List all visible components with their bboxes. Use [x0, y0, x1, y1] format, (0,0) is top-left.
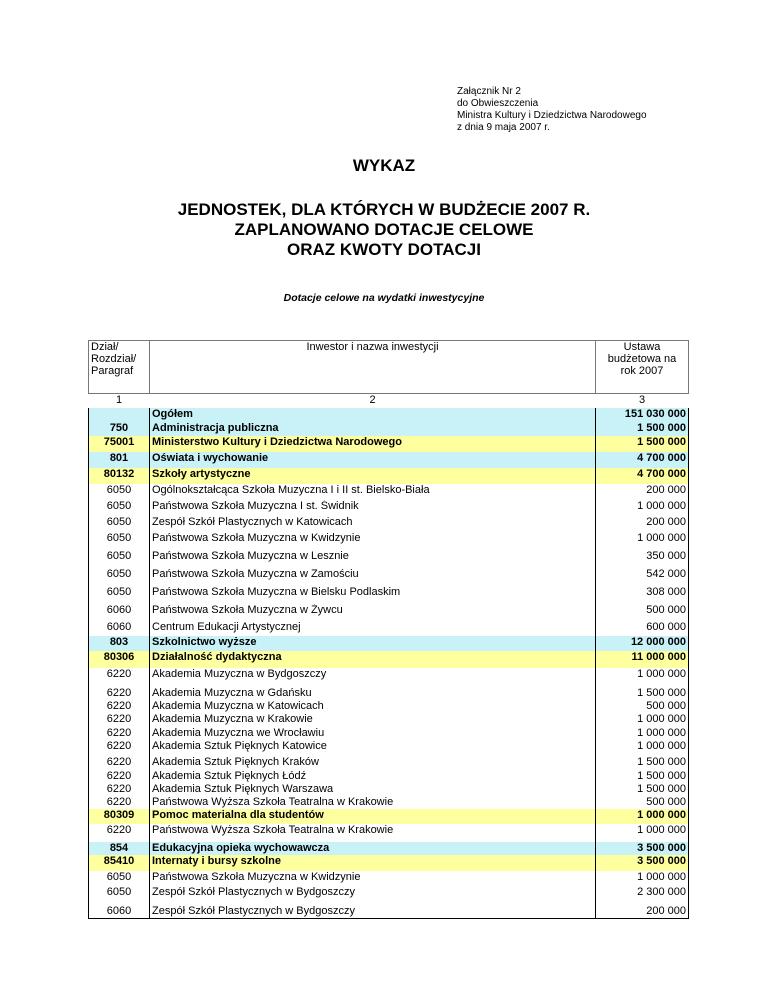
cell-name: Państwowa Szkoła Muzyczna I st. Świdnik — [150, 500, 596, 516]
cell-name: Szkolnictwo wyższe — [150, 636, 596, 651]
cell-code: 6220 — [89, 713, 150, 727]
grants-table — [88, 340, 689, 919]
table-row — [89, 422, 689, 436]
cell-name: Szkoły artystyczne — [150, 468, 596, 484]
cell-amount: 200 000 — [596, 905, 689, 919]
cell-name: Ministerstwo Kultury i Dziedzictwa Narodowego — [150, 436, 596, 452]
table-subtitle: Dotacje celowe na wydatki inwestycyjne — [283, 292, 485, 304]
table-row — [89, 687, 689, 700]
cell-name: Centrum Edukacji Artystycznej — [150, 621, 596, 636]
cell-amount: 500 000 — [596, 796, 689, 809]
table-row — [89, 905, 689, 919]
cell-name: Państwowa Szkoła Muzyczna w Zamościu — [150, 568, 596, 586]
header-code-line-3: Paragraf — [91, 365, 134, 377]
cell-amount: 3 500 000 — [596, 855, 689, 871]
table-row — [89, 550, 689, 568]
cell-code: 6050 — [89, 532, 150, 550]
table-row — [89, 855, 689, 871]
cell-amount: 1 000 000 — [596, 871, 689, 886]
cell-name: Akademia Sztuk Pięknych Warszawa — [150, 783, 596, 796]
cell-amount: 1 500 000 — [596, 756, 689, 770]
cell-name: Działalność dydaktyczna — [150, 651, 596, 668]
cell-code: 801 — [89, 452, 150, 468]
annex-line-2: do Obwieszczenia — [457, 98, 539, 109]
cell-code: 6220 — [89, 796, 150, 809]
cell-code: 85410 — [89, 855, 150, 871]
cell-amount: 1 500 000 — [596, 770, 689, 783]
header-code-line-2: Rozdział/ — [91, 353, 137, 365]
cell-amount: 500 000 — [596, 700, 689, 713]
cell-code: 750 — [89, 422, 150, 436]
cell-code: 6220 — [89, 687, 150, 700]
table-row — [89, 408, 689, 422]
cell-amount: 1 000 000 — [596, 713, 689, 727]
cell-name: Internaty i bursy szkolne — [150, 855, 596, 871]
table-row — [89, 604, 689, 621]
cell-amount: 1 000 000 — [596, 740, 689, 756]
table-row — [89, 651, 689, 668]
cell-code: 6050 — [89, 568, 150, 586]
cell-amount: 1 000 000 — [596, 532, 689, 550]
cell-amount: 1 000 000 — [596, 668, 689, 687]
cell-name: Akademia Sztuk Pięknych Łódź — [150, 770, 596, 783]
table-row — [89, 621, 689, 636]
column-number-1: 1 — [115, 394, 123, 406]
cell-amount: 1 500 000 — [596, 436, 689, 452]
table-row — [89, 484, 689, 500]
cell-name: Pomoc materialna dla studentów — [150, 809, 596, 824]
cell-amount: 12 000 000 — [596, 636, 689, 651]
annex-line-4: z dnia 9 maja 2007 r. — [457, 122, 550, 133]
cell-code: 6050 — [89, 500, 150, 516]
cell-name: Zespół Szkół Plastycznych w Bydgoszczy — [150, 886, 596, 905]
cell-code: 6220 — [89, 783, 150, 796]
cell-name: Akademia Sztuk Pięknych Kraków — [150, 756, 596, 770]
table-row — [89, 871, 689, 886]
table-row — [89, 636, 689, 651]
heading-line-3: ORAZ KWOTY DOTACJI — [287, 240, 481, 259]
cell-code: 6050 — [89, 516, 150, 532]
cell-name: Zespół Szkół Plastycznych w Katowicach — [150, 516, 596, 532]
cell-name: Akademia Muzyczna we Wrocławiu — [150, 727, 596, 740]
heading-line-2: ZAPLANOWANO DOTACJE CELOWE — [234, 220, 534, 239]
cell-amount: 1 500 000 — [596, 783, 689, 796]
table-row — [89, 452, 689, 468]
cell-amount: 3 500 000 — [596, 842, 689, 855]
column-number-2: 2 — [369, 394, 376, 406]
table-row — [89, 796, 689, 809]
cell-code: 6050 — [89, 586, 150, 604]
cell-code: 6220 — [89, 727, 150, 740]
cell-name: Edukacyjna opieka wychowawcza — [150, 842, 596, 855]
table-row — [89, 713, 689, 727]
cell-code: 6060 — [89, 905, 150, 919]
cell-amount: 1 000 000 — [596, 824, 689, 842]
cell-code: 6050 — [89, 550, 150, 568]
table-row — [89, 783, 689, 796]
cell-code: 6050 — [89, 484, 150, 500]
cell-amount: 1 000 000 — [596, 727, 689, 740]
cell-code: 80309 — [89, 809, 150, 824]
table-row — [89, 568, 689, 586]
cell-code: 80306 — [89, 651, 150, 668]
cell-amount: 600 000 — [596, 621, 689, 636]
cell-code: 6220 — [89, 824, 150, 842]
cell-code: 803 — [89, 636, 150, 651]
cell-name: Państwowa Szkoła Muzyczna w Kwidzynie — [150, 871, 596, 886]
header-amount — [596, 341, 689, 394]
table-row — [89, 668, 689, 687]
cell-amount: 350 000 — [596, 550, 689, 568]
cell-name: Akademia Muzyczna w Gdańsku — [150, 687, 596, 700]
cell-code: 6220 — [89, 700, 150, 713]
cell-name: Państwowa Szkoła Muzyczna w Lesznie — [150, 550, 596, 568]
cell-name: Państwowa Wyższa Szkoła Teatralna w Krakowie — [150, 824, 596, 842]
cell-amount: 308 000 — [596, 586, 689, 604]
cell-name: Ogólnokształcąca Szkoła Muzyczna I i II st. Bielsko-Biała — [150, 484, 596, 500]
header-investor-label: Inwestor i nazwa inwestycji — [306, 341, 439, 353]
table-row — [89, 700, 689, 713]
cell-name: Administracja publiczna — [150, 422, 596, 436]
table-row — [89, 500, 689, 516]
table-row — [89, 809, 689, 824]
cell-code: 75001 — [89, 436, 150, 452]
annex-line-1: Załącznik Nr 2 — [457, 86, 521, 97]
header-amount-line-3: rok 2007 — [620, 365, 664, 377]
cell-name: Państwowa Szkoła Muzyczna w Bielsku Podlaskim — [150, 586, 596, 604]
document-heading — [0, 200, 768, 260]
cell-name: Akademia Sztuk Pięknych Katowice — [150, 740, 596, 756]
cell-amount: 4 700 000 — [596, 468, 689, 484]
cell-name: Akademia Muzyczna w Krakowie — [150, 713, 596, 727]
column-number-3: 3 — [638, 394, 646, 406]
column-number-row — [89, 394, 689, 409]
cell-amount: 200 000 — [596, 484, 689, 500]
table-row — [89, 468, 689, 484]
cell-name: Państwowa Szkoła Muzyczna w Kwidzynie — [150, 532, 596, 550]
table-row — [89, 886, 689, 905]
table-row — [89, 740, 689, 756]
cell-name: Ogółem — [150, 408, 596, 422]
cell-amount: 1 500 000 — [596, 422, 689, 436]
cell-name: Państwowa Wyższa Szkoła Teatralna w Krakowie — [150, 796, 596, 809]
cell-name: Oświata i wychowanie — [150, 452, 596, 468]
cell-amount: 4 700 000 — [596, 452, 689, 468]
header-code — [89, 341, 150, 394]
cell-amount: 2 300 000 — [596, 886, 689, 905]
table-header-row — [89, 341, 689, 394]
cell-code: 6220 — [89, 770, 150, 783]
document-title: WYKAZ — [352, 156, 416, 175]
header-amount-line-1: Ustawa — [623, 341, 661, 353]
cell-code: 854 — [89, 842, 150, 855]
cell-code: 6060 — [89, 621, 150, 636]
cell-code: 6220 — [89, 756, 150, 770]
table-row — [89, 824, 689, 842]
cell-amount: 542 000 — [596, 568, 689, 586]
cell-code: 6050 — [89, 886, 150, 905]
table-row — [89, 727, 689, 740]
table-row — [89, 842, 689, 855]
table-row — [89, 516, 689, 532]
cell-amount: 1 500 000 — [596, 687, 689, 700]
cell-code: 80132 — [89, 468, 150, 484]
header-investor — [150, 341, 596, 394]
cell-name: Akademia Muzyczna w Bydgoszczy — [150, 668, 596, 687]
cell-code: 6220 — [89, 740, 150, 756]
cell-code: 6060 — [89, 604, 150, 621]
cell-amount: 1 000 000 — [596, 500, 689, 516]
table-row — [89, 770, 689, 783]
cell-code: 6220 — [89, 668, 150, 687]
annex-note — [457, 86, 647, 134]
cell-amount: 151 030 000 — [596, 408, 689, 422]
table-row — [89, 532, 689, 550]
annex-line-3: Ministra Kultury i Dziedzictwa Narodowego — [457, 110, 647, 121]
cell-amount: 200 000 — [596, 516, 689, 532]
cell-name: Zespół Szkół Plastycznych w Bydgoszczy — [150, 905, 596, 919]
cell-code — [89, 408, 150, 422]
cell-amount: 500 000 — [596, 604, 689, 621]
header-amount-line-2: budżetowa na — [607, 353, 677, 365]
table-row — [89, 756, 689, 770]
cell-code: 6050 — [89, 871, 150, 886]
cell-name: Państwowa Szkoła Muzyczna w Żywcu — [150, 604, 596, 621]
table-row — [89, 436, 689, 452]
header-code-line-1: Dział/ — [91, 341, 119, 353]
cell-amount: 11 000 000 — [596, 651, 689, 668]
heading-line-1: JEDNOSTEK, DLA KTÓRYCH W BUDŻECIE 2007 R. — [177, 200, 591, 219]
cell-amount: 1 000 000 — [596, 809, 689, 824]
cell-name: Akademia Muzyczna w Katowicach — [150, 700, 596, 713]
table-row — [89, 586, 689, 604]
